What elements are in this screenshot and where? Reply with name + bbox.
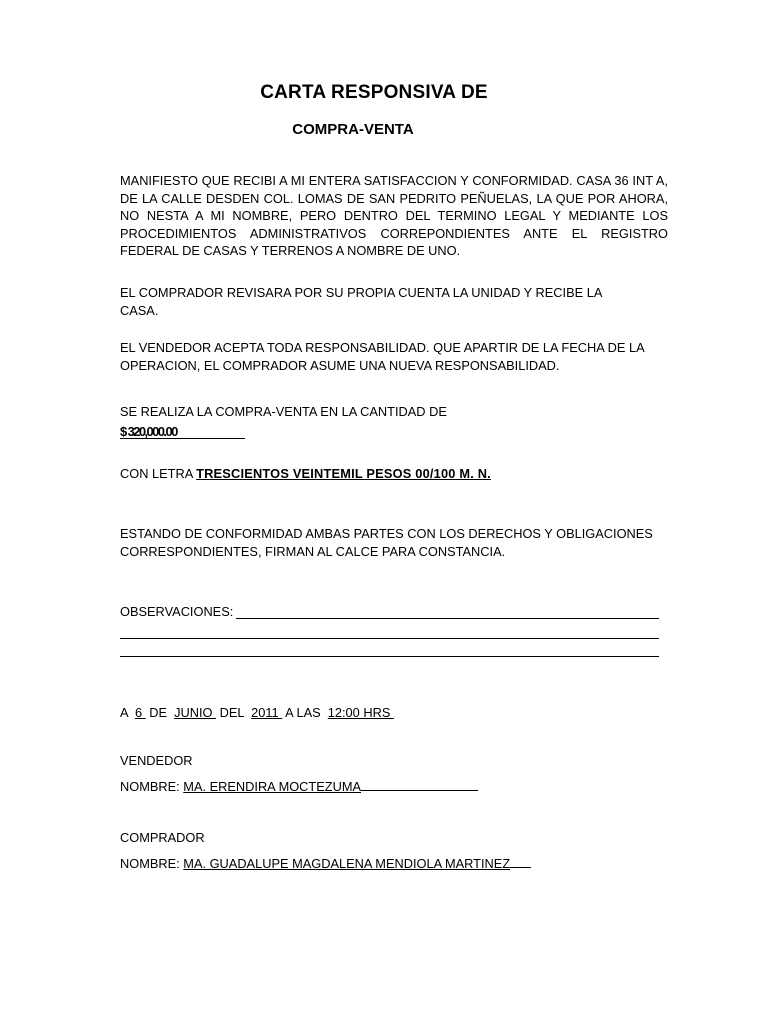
- amount-intro: SE REALIZA LA COMPRA-VENTA EN LA CANTIDAD DE: [120, 404, 447, 419]
- date-de: DE: [145, 705, 171, 720]
- date-day: 6: [134, 705, 146, 720]
- paragraph-comprador-revisa: EL COMPRADOR REVISARA POR SU PROPIA CUENTA LA UNIDAD Y RECIBE LA CASA.: [120, 285, 602, 318]
- comprador-heading: COMPRADOR: [120, 830, 205, 845]
- observaciones-line-2: [120, 638, 659, 639]
- letra-value: TRESCIENTOS VEINTEMIL PESOS 00/100 M. N.: [196, 466, 491, 481]
- vendedor-name: MA. ERENDIRA MOCTEZUMA: [183, 779, 362, 794]
- date-time: 12:00 HRS: [327, 705, 394, 720]
- vendedor-name-row: [120, 778, 478, 796]
- paragraph-conformidad: ESTANDO DE CONFORMIDAD AMBAS PARTES CON LOS DERECHOS Y OBLIGACIONES CORRESPONDIENTES, FIRMAN AL CALCE PARA CONSTANCIA.: [120, 526, 653, 559]
- paragraph-manifiesto: MANIFIESTO QUE RECIBI A MI ENTERA SATISFACCION Y CONFORMIDAD. CASA 36 INT A, DE LA CALLE DESDEN COL. LOMAS DE SAN PEDRITO PEÑUELAS, LA QUE POR AHORA, NO NESTA A MI NOMBRE, PERO DENTRO DEL TERMINO LEGAL Y MEDIANTE LOS PROCEDIMIENTOS ADMINISTRATIVOS CORREPONDIENTES ANTE EL REGISTRO FEDERAL DE CASAS Y TERRENOS A NOMBRE DE UNO.: [120, 173, 668, 258]
- date-a-las: A LAS: [282, 705, 325, 720]
- comprador-name-fill-line: [510, 855, 531, 868]
- date-del: DEL: [216, 705, 248, 720]
- amount-value: $ 320,000.00: [120, 424, 177, 439]
- date-line: [120, 704, 394, 722]
- comprador-name: MA. GUADALUPE MAGDALENA MENDIOLA MARTINEZ: [183, 856, 511, 871]
- comprador-name-label: NOMBRE:: [120, 856, 184, 871]
- observaciones-label: OBSERVACIONES:: [120, 604, 234, 619]
- amount-in-words: [120, 465, 491, 483]
- amount-underline: [120, 438, 245, 439]
- letra-label: CON LETRA: [120, 466, 197, 481]
- date-prefix: A: [120, 705, 132, 720]
- vendedor-name-label: NOMBRE:: [120, 779, 184, 794]
- observaciones-line-3: [120, 656, 659, 657]
- date-month: JUNIO: [174, 705, 217, 720]
- document-subtitle: COMPRA-VENTA: [292, 121, 414, 138]
- vendedor-heading: VENDEDOR: [120, 753, 193, 768]
- vendedor-name-fill-line: [361, 778, 478, 791]
- comprador-name-row: [120, 855, 531, 873]
- paragraph-vendedor-acepta: EL VENDEDOR ACEPTA TODA RESPONSABILIDAD. QUE APARTIR DE LA FECHA DE LA OPERACION, EL COMPRADOR ASUME UNA NUEVA RESPONSABILIDAD.: [120, 340, 644, 373]
- date-year: 2011: [251, 705, 283, 720]
- observaciones-row: [120, 604, 233, 619]
- observaciones-line-1: [236, 618, 659, 619]
- document-title: CARTA RESPONSIVA DE: [260, 82, 488, 103]
